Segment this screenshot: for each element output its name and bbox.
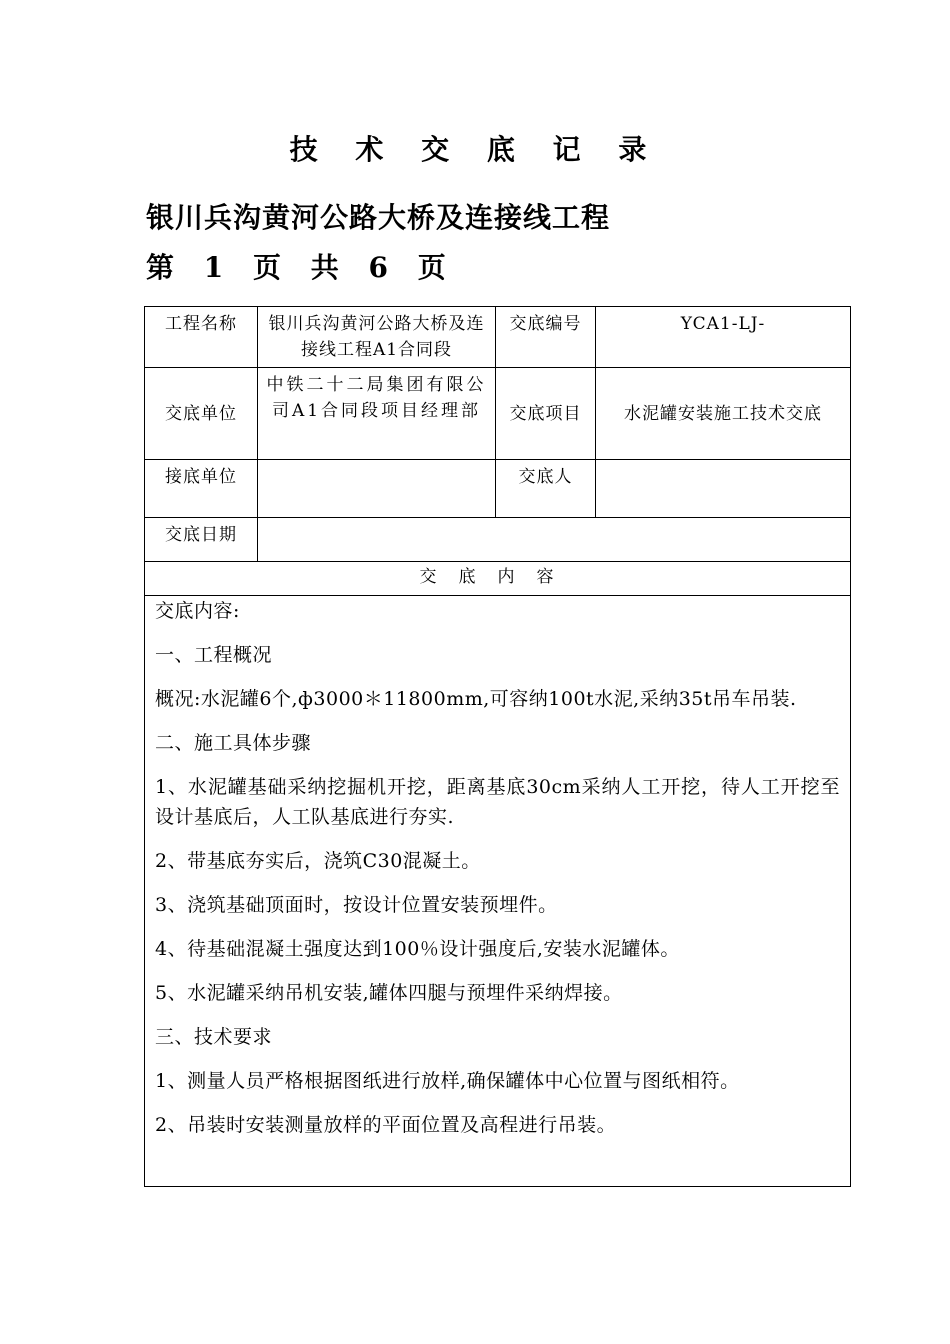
- form-row-unit: [145, 368, 851, 460]
- value-disclosure-number: YCA1-LJ-: [596, 307, 851, 368]
- step-item: 3、浇筑基础顶面时，按设计位置安装预埋件。: [155, 894, 558, 916]
- requirement-item: 1、测量人员严格根据图纸进行放样,确保罐体中心位置与图纸相符。: [155, 1070, 740, 1092]
- label-disclosing-unit: 交底单位: [145, 368, 258, 460]
- form-row-content: [145, 596, 851, 1187]
- label-disclosure-date: 交底日期: [145, 518, 258, 562]
- disclosure-form-table: [144, 306, 851, 1187]
- value-disclosure-item: 水泥罐安装施工技术交底: [596, 368, 851, 460]
- document-title: 技 术 交 底 记 录: [289, 133, 661, 166]
- value-discloser: [596, 460, 851, 518]
- content-header: 交底内容: [145, 562, 851, 596]
- label-project-name: 工程名称: [145, 307, 258, 368]
- value-disclosing-unit: 中铁二十二局集团有限公司A1合同段项目经理部: [258, 368, 496, 460]
- section-overview-text: 概况:水泥罐6个,ф3000＊11800mm,可容纳100t水泥,采纳35t吊车吊装.: [155, 688, 797, 710]
- label-discloser: 交底人: [496, 460, 596, 518]
- value-project-name: 银川兵沟黄河公路大桥及连接线工程A1合同段: [258, 307, 496, 368]
- section-steps-title: 二、施工具体步骤: [155, 732, 312, 754]
- section-requirements-title: 三、技术要求: [155, 1026, 273, 1048]
- label-disclosure-number: 交底编号: [496, 307, 596, 368]
- value-receiving-unit: [258, 460, 496, 518]
- content-intro: 交底内容:: [155, 600, 240, 622]
- step-item: 4、待基础混凝土强度达到100％设计强度后,安装水泥罐体。: [155, 938, 680, 960]
- project-name: 银川兵沟黄河公路大桥及连接线工程: [146, 201, 611, 234]
- requirement-item: 2、吊装时安装测量放样的平面位置及高程进行吊装。: [155, 1114, 617, 1136]
- form-row-receiver: [145, 460, 851, 518]
- form-row-content-header: [145, 562, 851, 596]
- form-row-project: [145, 307, 851, 368]
- label-receiving-unit: 接底单位: [145, 460, 258, 518]
- step-item: 2、带基底夯实后，浇筑C30混凝土。: [155, 850, 481, 872]
- step-item: 1、水泥罐基础采纳挖掘机开挖，距离基底30cm采纳人工开挖，待人工开挖至设计基底后，人工队基底进行夯实.: [155, 776, 840, 828]
- step-item: 5、水泥罐采纳吊机安装,罐体四腿与预埋件采纳焊接。: [155, 982, 623, 1004]
- form-row-date: [145, 518, 851, 562]
- page-info: 第 1 页 共 6 页: [146, 251, 456, 284]
- label-disclosure-item: 交底项目: [496, 368, 596, 460]
- section-overview-title: 一、工程概况: [155, 644, 273, 666]
- value-disclosure-date: [258, 518, 851, 562]
- content-body: [145, 596, 851, 1187]
